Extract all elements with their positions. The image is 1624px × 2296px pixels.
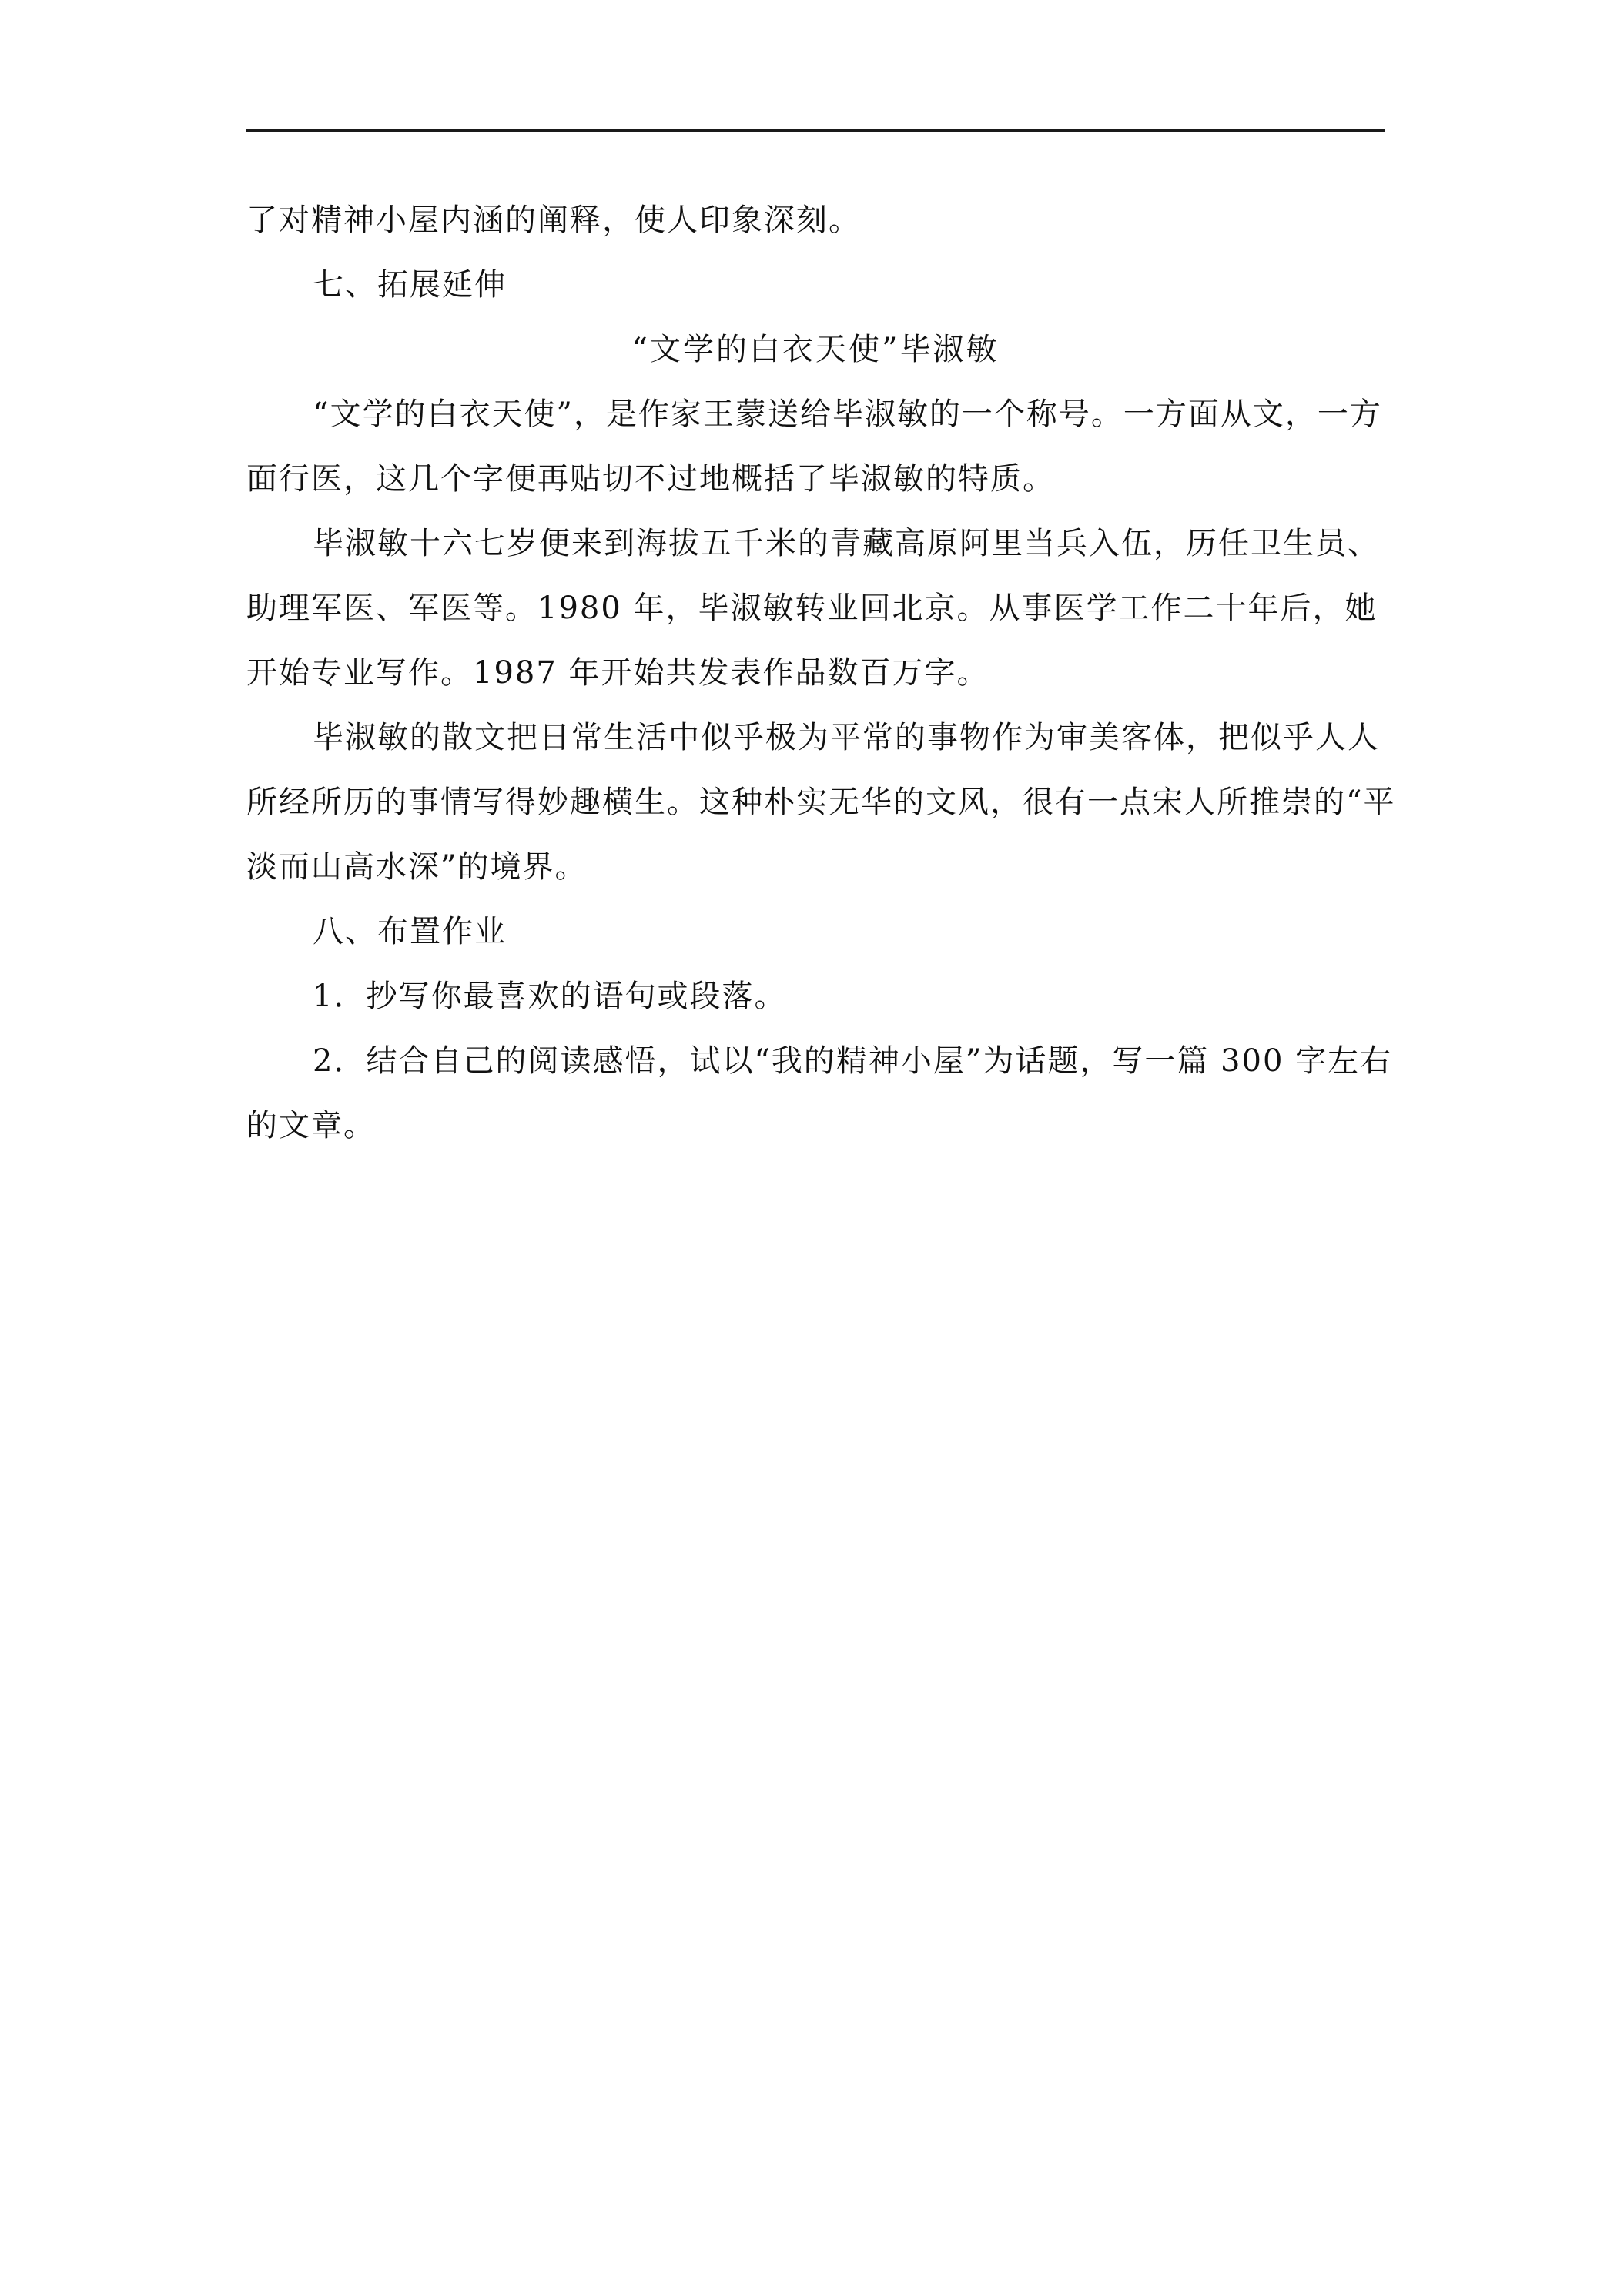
paragraph-2-line-1: 毕淑敏十六七岁便来到海拔五千米的青藏高原阿里当兵入伍，历任卫生员、 [313,526,1380,561]
paragraph-1-line-1: “文学的白衣天使”，是作家王蒙送给毕淑敏的一个称号。一方面从文，一方 [313,397,1382,432]
homework-item-2-line-1: 2．结合自己的阅读感悟，试以“我的精神小屋”为话题，写一篇 300 字左右 [313,1043,1393,1079]
paragraph-1-line-2: 面行医，这几个字便再贴切不过地概括了毕淑敏的特质。 [246,461,1055,497]
homework-item-2-line-2: 的文章。 [246,1108,376,1143]
article-title: “文学的白衣天使”毕淑敏 [631,332,1000,367]
section-heading-extension: 七、拓展延伸 [313,267,507,303]
section-heading-homework: 八、布置作业 [313,914,507,949]
header-rule [246,129,1385,132]
paragraph-3-line-3: 淡而山高水深”的境界。 [246,849,588,885]
paragraph-2-line-2: 助理军医、军医等。1980 年，毕淑敏转业回北京。从事医学工作二十年后，她 [246,591,1378,626]
paragraph-2-line-3: 开始专业写作。1987 年开始共发表作品数百万字。 [246,655,989,691]
paragraph-continuation-line: 了对精神小屋内涵的阐释，使人印象深刻。 [246,202,861,238]
paragraph-3-line-1: 毕淑敏的散文把日常生活中似乎极为平常的事物作为审美客体，把似乎人人 [313,720,1380,755]
paragraph-3-line-2: 所经所历的事情写得妙趣横生。这种朴实无华的文风，很有一点宋人所推崇的“平 [246,785,1396,820]
homework-item-1: 1．抄写你最喜欢的语句或段落。 [313,979,787,1014]
